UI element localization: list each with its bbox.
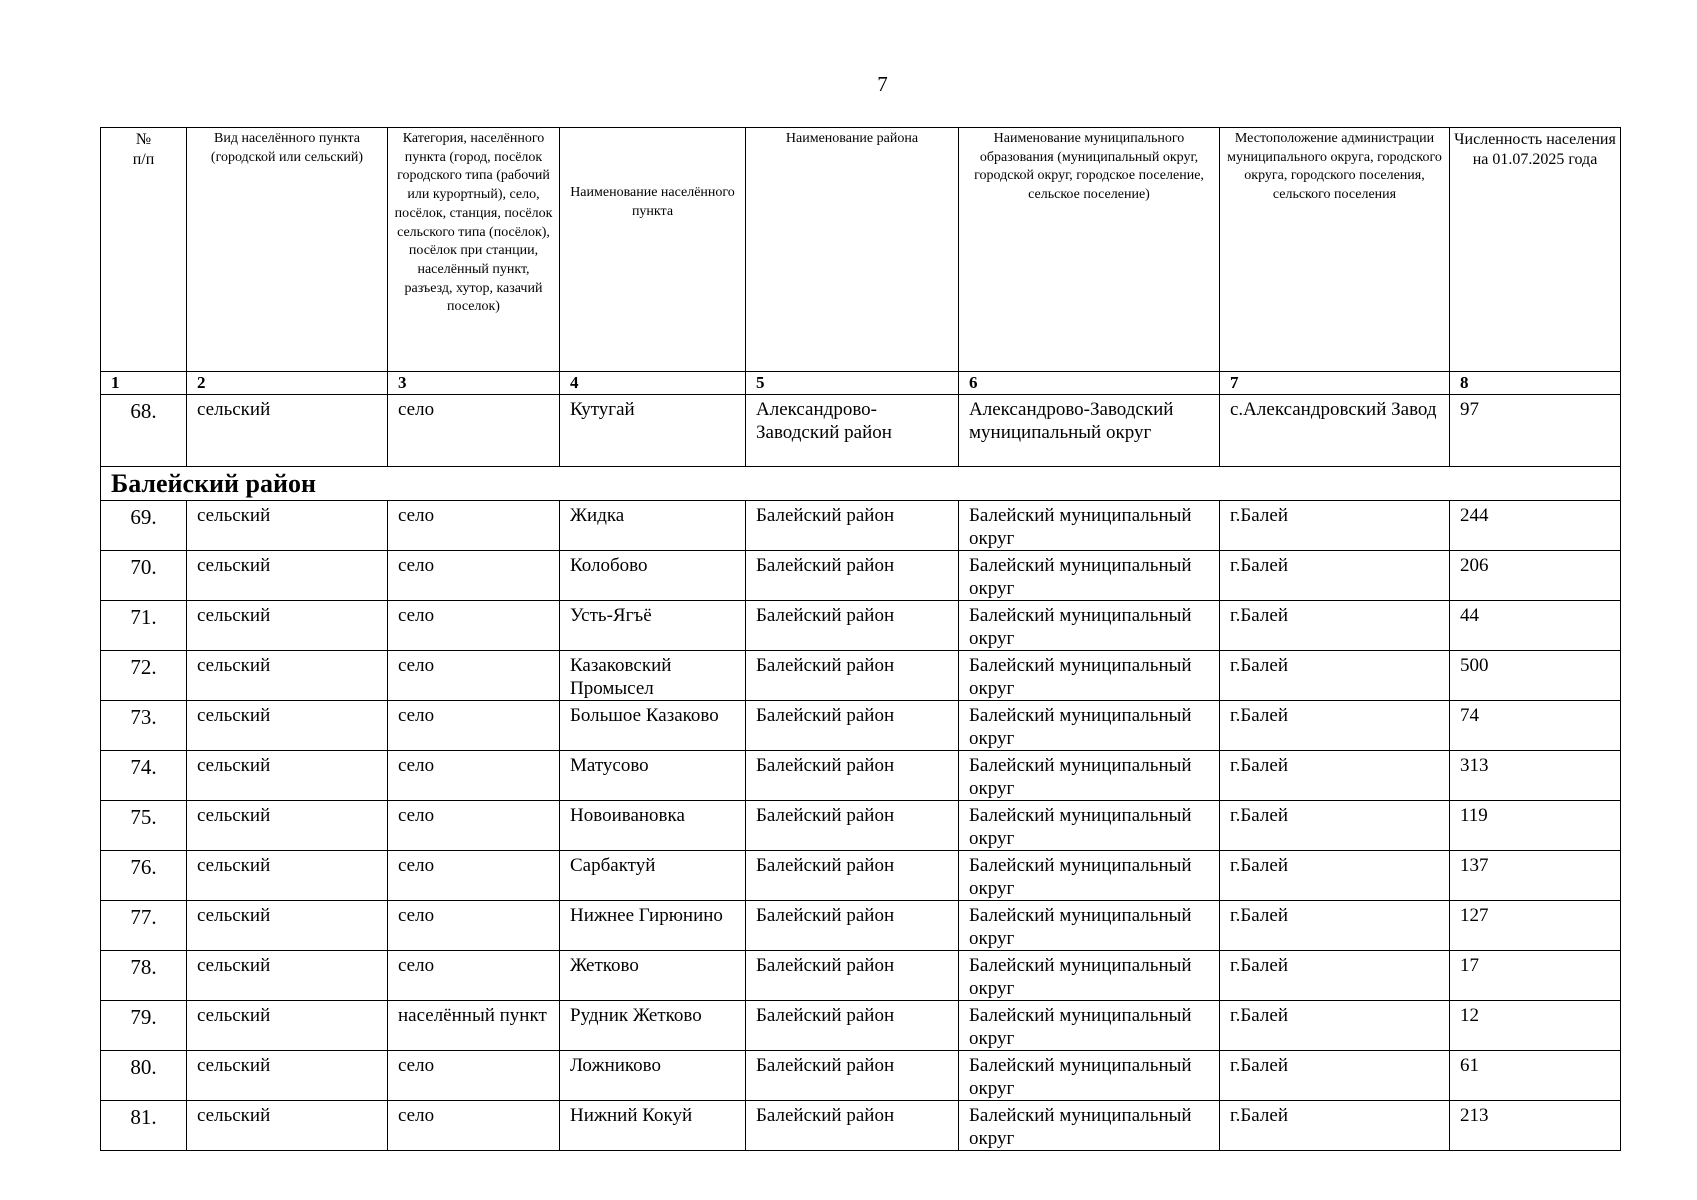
row-name: Жетково [560, 951, 746, 1001]
row-name: Сарбактуй [560, 851, 746, 901]
row-number: 73. [101, 701, 187, 751]
row-population: 44 [1450, 601, 1621, 651]
row-kind: сельский [187, 801, 388, 851]
row-category: село [388, 751, 560, 801]
row-category: село [388, 651, 560, 701]
row-population: 74 [1450, 701, 1621, 751]
row-number: 72. [101, 651, 187, 701]
row-name: Казаковский Промысел [560, 651, 746, 701]
row-category: село [388, 501, 560, 551]
column-number: 1 [101, 372, 187, 395]
row-municipality: Балейский муниципальный округ [959, 751, 1220, 801]
table-row [101, 1001, 1621, 1051]
row-admin: г.Балей [1220, 901, 1450, 951]
table-row [101, 851, 1621, 901]
row-name: Ложниково [560, 1051, 746, 1101]
row-admin: г.Балей [1220, 1001, 1450, 1051]
row-municipality: Балейский муниципальный округ [959, 1001, 1220, 1051]
header-kind: Вид населённого пункта (городской или сельский) [187, 128, 388, 372]
row-district: Балейский район [746, 851, 959, 901]
column-number: 4 [560, 372, 746, 395]
row-admin: г.Балей [1220, 951, 1450, 1001]
row-kind: сельский [187, 651, 388, 701]
row-municipality: Балейский муниципальный округ [959, 951, 1220, 1001]
row-category: село [388, 801, 560, 851]
row-kind: сельский [187, 501, 388, 551]
row-admin: г.Балей [1220, 1051, 1450, 1101]
row-population: 313 [1450, 751, 1621, 801]
column-number: 5 [746, 372, 959, 395]
row-admin: г.Балей [1220, 601, 1450, 651]
column-number-row [101, 372, 1621, 395]
row-population: 213 [1450, 1101, 1621, 1151]
page-number: 7 [877, 72, 888, 96]
row-population: 61 [1450, 1051, 1621, 1101]
row-kind: сельский [187, 851, 388, 901]
table-row [101, 395, 1621, 467]
row-municipality: Балейский муниципальный округ [959, 651, 1220, 701]
row-name: Большое Казаково [560, 701, 746, 751]
row-name: Жидка [560, 501, 746, 551]
row-name: Нижний Кокуй [560, 1101, 746, 1151]
row-district: Балейский район [746, 1051, 959, 1101]
table-row [101, 701, 1621, 751]
table-row [101, 1101, 1621, 1151]
row-category: село [388, 951, 560, 1001]
table-row [101, 1051, 1621, 1101]
header-municipality: Наименование муниципального образования (муниципальный округ, городской округ, городское поселение, сельское поселение) [959, 128, 1220, 372]
row-number: 68. [101, 395, 187, 467]
row-municipality: Балейский муниципальный округ [959, 1051, 1220, 1101]
table-row [101, 751, 1621, 801]
row-name: Нижнее Гирюнино [560, 901, 746, 951]
row-admin: с.Александровский Завод [1220, 395, 1450, 467]
section-row [101, 467, 1621, 501]
row-number: 69. [101, 501, 187, 551]
row-admin: г.Балей [1220, 651, 1450, 701]
row-number: 71. [101, 601, 187, 651]
row-district: Балейский район [746, 901, 959, 951]
row-population: 137 [1450, 851, 1621, 901]
column-number: 3 [388, 372, 560, 395]
row-district: Балейский район [746, 601, 959, 651]
table-row [101, 801, 1621, 851]
row-admin: г.Балей [1220, 501, 1450, 551]
row-municipality: Балейский муниципальный округ [959, 901, 1220, 951]
header-row [101, 128, 1621, 372]
settlements-table [100, 127, 1621, 1151]
row-category: село [388, 551, 560, 601]
row-population: 244 [1450, 501, 1621, 551]
row-category: село [388, 901, 560, 951]
row-kind: сельский [187, 1101, 388, 1151]
column-number: 7 [1220, 372, 1450, 395]
section-title: Балейский район [101, 467, 1621, 501]
header-admin-location: Местоположение администрации муниципального округа, городского округа, городского поселения, сельского поселения [1220, 128, 1450, 372]
row-kind: сельский [187, 601, 388, 651]
row-district: Балейский район [746, 551, 959, 601]
row-category: село [388, 851, 560, 901]
row-population: 97 [1450, 395, 1621, 467]
row-category: село [388, 601, 560, 651]
table-row [101, 651, 1621, 701]
row-number: 70. [101, 551, 187, 601]
row-district: Балейский район [746, 701, 959, 751]
row-kind: сельский [187, 1051, 388, 1101]
header-number: № п/п [101, 128, 187, 372]
rows-body [101, 501, 1621, 1151]
row-admin: г.Балей [1220, 801, 1450, 851]
row-district: Балейский район [746, 951, 959, 1001]
row-district: Балейский район [746, 751, 959, 801]
row-municipality: Балейский муниципальный округ [959, 801, 1220, 851]
row-district: Балейский район [746, 651, 959, 701]
table-row [101, 551, 1621, 601]
row-population: 206 [1450, 551, 1621, 601]
row-municipality: Балейский муниципальный округ [959, 601, 1220, 651]
row-number: 79. [101, 1001, 187, 1051]
row-population: 17 [1450, 951, 1621, 1001]
column-number: 8 [1450, 372, 1621, 395]
row-municipality: Александрово-Заводский муниципальный округ [959, 395, 1220, 467]
row-district: Александрово-Заводский район [746, 395, 959, 467]
row-category: населённый пункт [388, 1001, 560, 1051]
row-district: Балейский район [746, 1101, 959, 1151]
table-row [101, 901, 1621, 951]
row-name: Усть-Ягъё [560, 601, 746, 651]
table-row [101, 951, 1621, 1001]
table-row [101, 501, 1621, 551]
header-name: Наименование населённого пункта [560, 128, 746, 372]
row-number: 78. [101, 951, 187, 1001]
row-municipality: Балейский муниципальный округ [959, 551, 1220, 601]
row-name: Новоивановка [560, 801, 746, 851]
table-row [101, 601, 1621, 651]
row-population: 127 [1450, 901, 1621, 951]
row-district: Балейский район [746, 1001, 959, 1051]
row-name: Колобово [560, 551, 746, 601]
row-admin: г.Балей [1220, 751, 1450, 801]
row-kind: сельский [187, 395, 388, 467]
row-municipality: Балейский муниципальный округ [959, 501, 1220, 551]
row-population: 119 [1450, 801, 1621, 851]
row-admin: г.Балей [1220, 701, 1450, 751]
header-category: Категория, населённого пункта (город, посёлок городского типа (рабочий или курортный), село, посёлок, станция, посёлок сельского типа (посёлок), посёлок при станции, населённый пункт, разъезд, хутор, казачий поселок) [388, 128, 560, 372]
row-name: Кутугай [560, 395, 746, 467]
row-category: село [388, 1101, 560, 1151]
row-municipality: Балейский муниципальный округ [959, 701, 1220, 751]
row-kind: сельский [187, 751, 388, 801]
row-kind: сельский [187, 901, 388, 951]
row-admin: г.Балей [1220, 1101, 1450, 1151]
row-municipality: Балейский муниципальный округ [959, 851, 1220, 901]
row-population: 500 [1450, 651, 1621, 701]
header-population: Численность населения на 01.07.2025 года [1450, 128, 1621, 372]
row-district: Балейский район [746, 501, 959, 551]
row-category: село [388, 701, 560, 751]
row-name: Матусово [560, 751, 746, 801]
row-number: 76. [101, 851, 187, 901]
row-number: 81. [101, 1101, 187, 1151]
row-population: 12 [1450, 1001, 1621, 1051]
row-number: 74. [101, 751, 187, 801]
row-admin: г.Балей [1220, 851, 1450, 901]
row-district: Балейский район [746, 801, 959, 851]
row-number: 75. [101, 801, 187, 851]
row-kind: сельский [187, 701, 388, 751]
row-kind: сельский [187, 551, 388, 601]
column-number: 6 [959, 372, 1220, 395]
row-category: село [388, 395, 560, 467]
row-number: 80. [101, 1051, 187, 1101]
column-number: 2 [187, 372, 388, 395]
row-municipality: Балейский муниципальный округ [959, 1101, 1220, 1151]
row-kind: сельский [187, 1001, 388, 1051]
header-district: Наименование района [746, 128, 959, 372]
row-kind: сельский [187, 951, 388, 1001]
row-number: 77. [101, 901, 187, 951]
row-category: село [388, 1051, 560, 1101]
row-name: Рудник Жетково [560, 1001, 746, 1051]
row-admin: г.Балей [1220, 551, 1450, 601]
